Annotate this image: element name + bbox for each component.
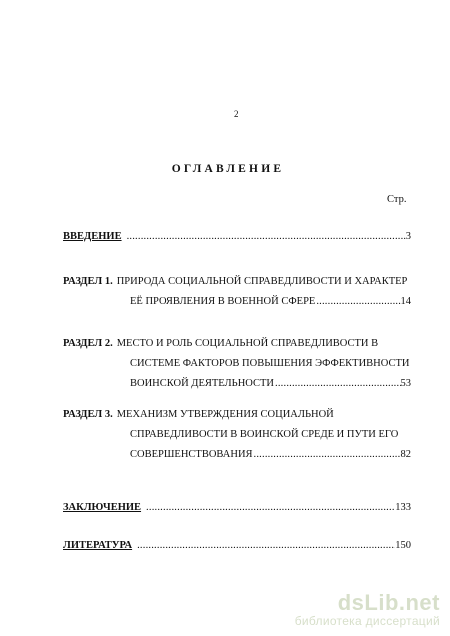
toc-entry-page: 150 bbox=[395, 540, 411, 551]
toc-entry-page: 82 bbox=[400, 449, 411, 460]
toc-entry-label: ЛИТЕРАТУРА bbox=[63, 540, 133, 551]
toc-entry-title-line: МЕСТО И РОЛЬ СОЦИАЛЬНОЙ СПРАВЕДЛИВОСТИ В bbox=[116, 338, 379, 349]
toc-entry-label: РАЗДЕЛ 2. bbox=[63, 338, 113, 349]
toc-entry-conclusion[interactable] bbox=[63, 498, 411, 518]
toc-entry-references[interactable] bbox=[63, 536, 411, 556]
toc-entry-page: 53 bbox=[400, 378, 411, 389]
toc-entry-label: РАЗДЕЛ 1. bbox=[63, 276, 113, 287]
page-column-label: Стр. bbox=[387, 194, 407, 205]
dot-leader bbox=[253, 445, 401, 465]
toc-entry-section-1[interactable] bbox=[63, 272, 411, 312]
dot-leader bbox=[315, 292, 400, 312]
toc-entry-section-3[interactable] bbox=[63, 405, 411, 465]
toc-entry-label: РАЗДЕЛ 3. bbox=[63, 409, 113, 420]
toc-entry-introduction[interactable] bbox=[63, 227, 411, 247]
toc-entry-page: 14 bbox=[400, 296, 411, 307]
page-number: 2 bbox=[234, 109, 239, 119]
watermark bbox=[295, 592, 440, 628]
toc-entry-title-line: СПРАВЕДЛИВОСТИ В ВОИНСКОЙ СРЕДЕ И ПУТИ ЕГО bbox=[130, 429, 399, 440]
dot-leader bbox=[274, 374, 400, 394]
toc-entry-title-line: СОВЕРШЕНСТВОВАНИЯ bbox=[130, 449, 253, 460]
toc-entry-page: 133 bbox=[395, 502, 411, 513]
toc-entry-section-2[interactable] bbox=[63, 334, 411, 394]
dot-leader bbox=[145, 498, 395, 518]
dot-leader bbox=[126, 227, 406, 247]
toc-entry-title-line: МЕХАНИЗМ УТВЕРЖДЕНИЯ СОЦИАЛЬНОЙ bbox=[116, 409, 334, 420]
toc-title: ОГЛАВЛЕНИЕ bbox=[171, 163, 285, 175]
toc-entry-page: 3 bbox=[405, 231, 411, 242]
dot-leader bbox=[136, 536, 395, 556]
toc-entry-title-line: ВОИНСКОЙ ДЕЯТЕЛЬНОСТИ bbox=[130, 378, 275, 389]
toc-entry-label: ВВЕДЕНИЕ bbox=[63, 231, 122, 242]
watermark-subtitle: библиотека диссертаций bbox=[294, 614, 440, 628]
toc-entry-title-line: ПРИРОДА СОЦИАЛЬНОЙ СПРАВЕДЛИВОСТИ И ХАРАКТЕР bbox=[116, 276, 408, 287]
toc-entry-label: ЗАКЛЮЧЕНИЕ bbox=[63, 502, 142, 513]
watermark-logo: dsLib.net bbox=[337, 590, 440, 615]
toc-entry-title-line: ЕЁ ПРОЯВЛЕНИЯ В ВОЕННОЙ СФЕРЕ bbox=[130, 296, 316, 307]
toc-entry-title-line: СИСТЕМЕ ФАКТОРОВ ПОВЫШЕНИЯ ЭФФЕКТИВНОСТИ bbox=[130, 358, 410, 369]
